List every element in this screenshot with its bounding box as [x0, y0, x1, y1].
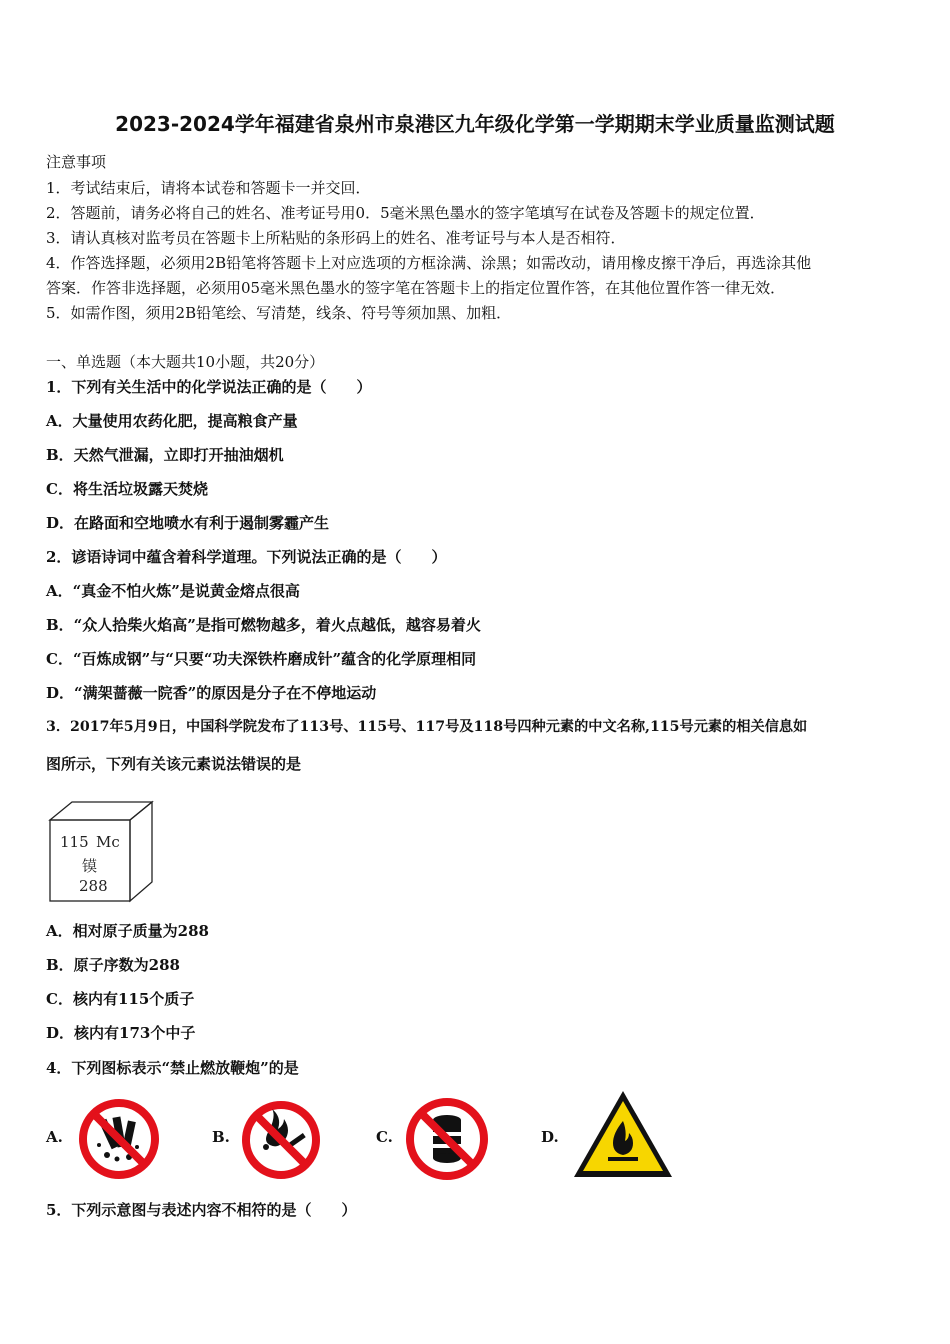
question-2-option-d: D．“满架蔷薇一院香”的原因是分子在不停地运动	[46, 684, 377, 702]
element-number: 115	[60, 833, 89, 851]
notice-item: 5．如需作图，须用2B铅笔绘、写清楚，线条、符号等须加黑、加粗．	[46, 304, 512, 322]
question-1-option-b: B．天然气泄漏，立即打开抽油烟机	[46, 446, 284, 464]
question-3-option-a: A．相对原子质量为288	[46, 922, 209, 940]
section-heading: 一、单选题（本大题共10小题，共20分）	[46, 353, 325, 371]
notice-item: 1．考试结束后，请将本试卷和答题卡一并交回．	[46, 179, 371, 197]
question-1-option-a: A．大量使用农药化肥，提高粮食产量	[46, 412, 298, 430]
question-2-option-c: C．“百炼成钢”与“只要“功夫深铁杵磨成针”蕴含的化学原理相同	[46, 650, 477, 668]
no-smoking-icon	[240, 1099, 322, 1181]
notice-item: 4．作答选择题，必须用2B铅笔将答题卡上对应选项的方框涂满、涂黑；如需改动，请用橡皮擦干净后，再选涂其他	[46, 254, 812, 272]
question-2-option-a: A．“真金不怕火炼”是说黄金熔点很高	[46, 582, 300, 600]
no-flammable-barrel-icon	[404, 1096, 490, 1182]
question-3-option-d: D．核内有173个中子	[46, 1024, 196, 1042]
question-3-option-c: C．核内有115个质子	[46, 990, 195, 1008]
question-1-option-c: C．将生活垃圾露天焚烧	[46, 480, 208, 498]
question-3-option-b: B．原子序数为288	[46, 956, 180, 974]
no-firecrackers-icon	[77, 1097, 161, 1181]
notice-item: 2．答题前，请务必将自己的姓名、准考证号用0．5毫米黑色墨水的签字笔填写在试卷及答题卡的规定位置．	[46, 204, 765, 222]
element-symbol: Mc	[96, 833, 120, 851]
element-mass: 288	[79, 877, 108, 895]
question-5-stem: 5．下列示意图与表述内容不相符的是（ ）	[46, 1201, 357, 1219]
question-3-stem-line2: 图所示，下列有关该元素说法错误的是	[46, 755, 302, 773]
question-2-stem: 2．谚语诗词中蕴含着科学道理。下列说法正确的是（ ）	[46, 548, 447, 566]
question-1-stem: 1．下列有关生活中的化学说法正确的是（ ）	[46, 378, 372, 396]
question-4-label-a: A.	[46, 1128, 63, 1146]
question-4-label-d: D.	[541, 1128, 559, 1146]
flammable-warning-icon	[570, 1087, 676, 1181]
question-4-stem: 4．下列图标表示“禁止燃放鞭炮”的是	[46, 1059, 299, 1077]
notice-item: 答案．作答非选择题，必须用05毫米黑色墨水的签字笔在答题卡上的指定位置作答，在其他位置作答一律无效．	[46, 279, 786, 297]
notice-item: 3．请认真核对监考员在答题卡上所粘贴的条形码上的姓名、准考证号与本人是否相符．	[46, 229, 626, 247]
question-4-label-b: B.	[212, 1128, 230, 1146]
notice-heading: 注意事项	[46, 153, 107, 171]
question-3-stem-line1: 3．2017年5月9日，中国科学院发布了113号、115号、117号及118号四种元素的中文名称,115号元素的相关信息如	[46, 719, 808, 735]
question-2-option-b: B．“众人拾柴火焰高”是指可燃物越多，着火点越低，越容易着火	[46, 616, 481, 634]
page-title: 2023-2024学年福建省泉州市泉港区九年级化学第一学期期末学业质量监测试题	[115, 112, 835, 136]
element-name: 镆	[82, 857, 98, 875]
question-4-label-c: C.	[376, 1128, 393, 1146]
element-cube-figure	[46, 800, 156, 904]
question-1-option-d: D．在路面和空地喷水有利于遏制雾霾产生	[46, 514, 330, 532]
